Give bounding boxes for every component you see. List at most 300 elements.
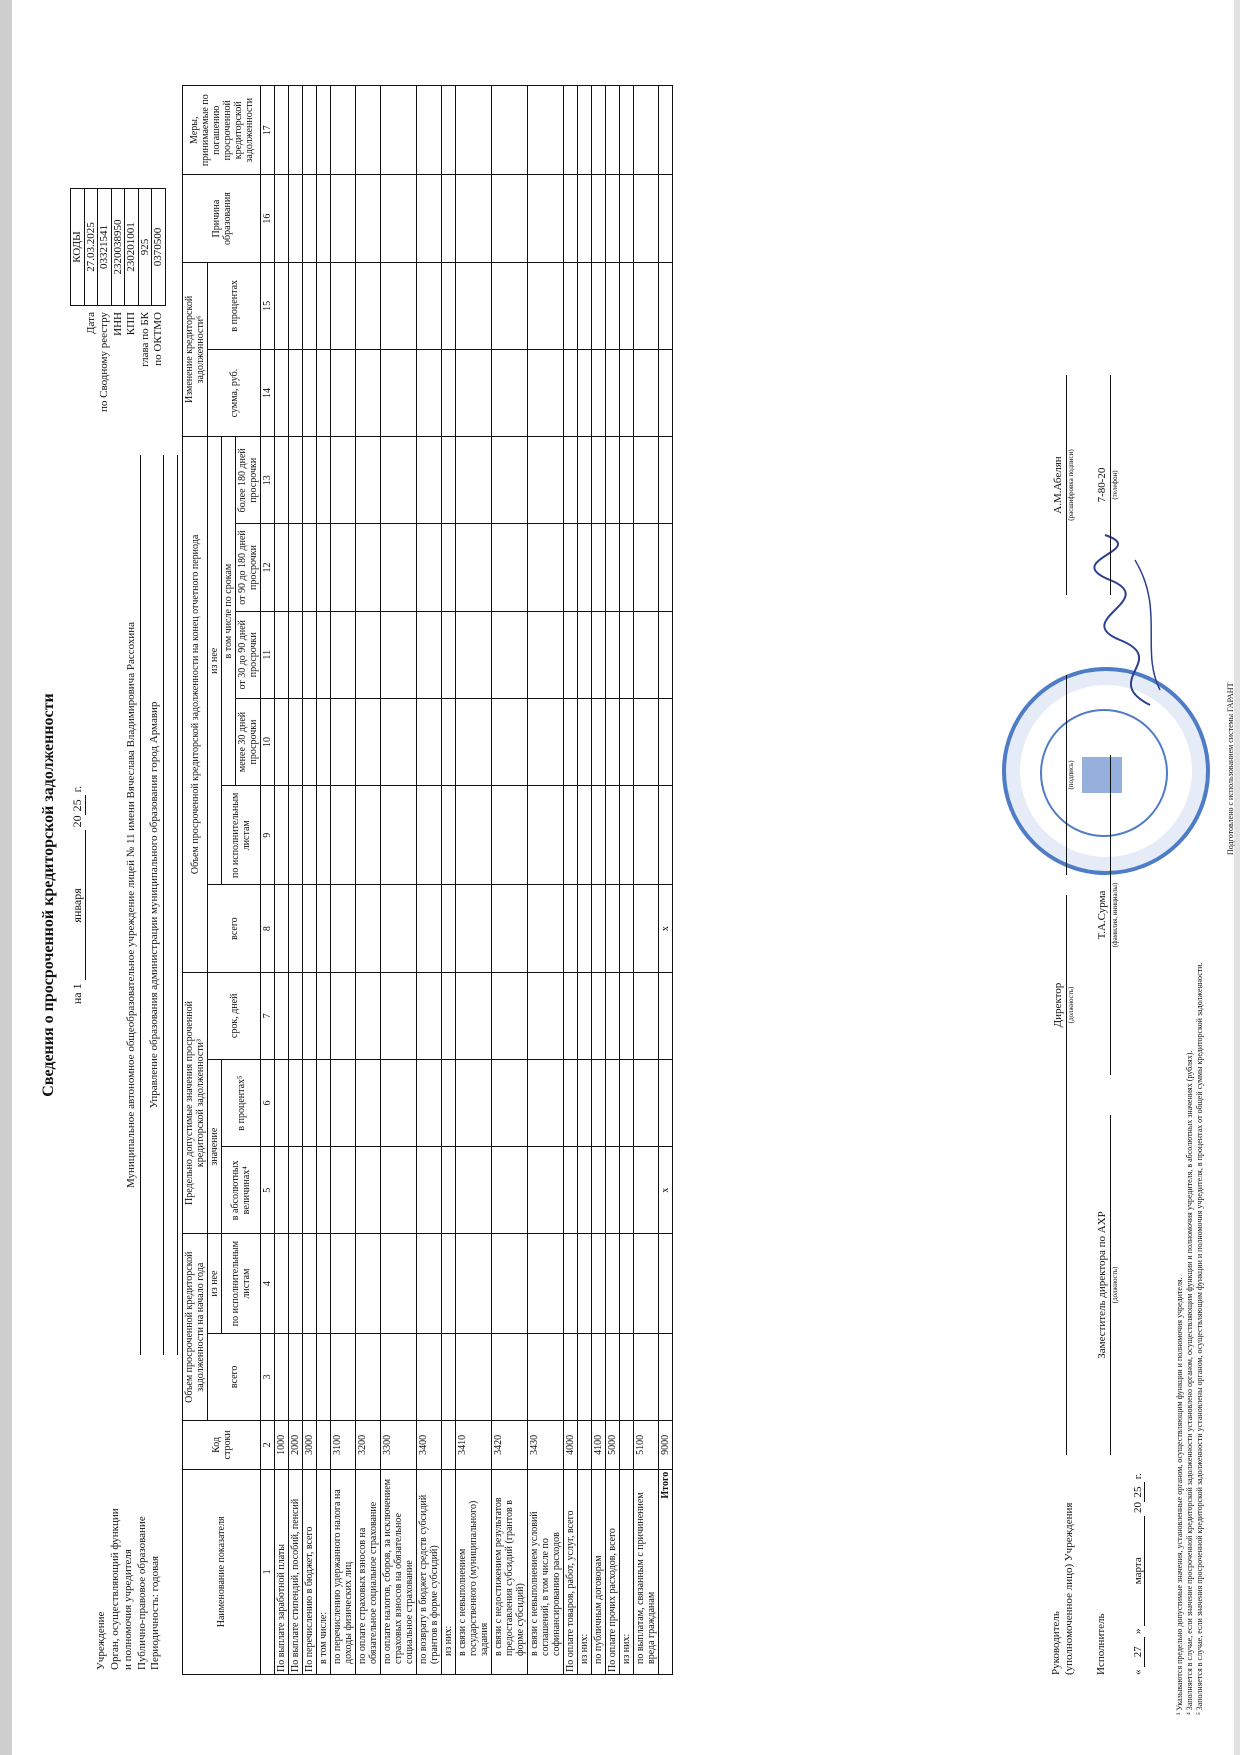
table-cell xyxy=(303,1147,317,1234)
table-cell xyxy=(331,1147,356,1234)
header-note: Подготовлено с использованием системы ГАРАНТ xyxy=(1226,682,1235,855)
table-cell xyxy=(592,262,606,349)
row-code: 3420 xyxy=(492,1420,528,1469)
row-name: в связи с невыполнением государственного (муниципального) задания xyxy=(456,1469,492,1674)
page-title: Сведения о просроченной кредиторской задолженности xyxy=(40,693,57,1097)
table-cell: x xyxy=(659,885,673,972)
table-cell xyxy=(492,1333,528,1420)
table-cell xyxy=(442,524,456,611)
row-name: в том числе: xyxy=(317,1469,331,1674)
column-number: 3 xyxy=(261,1333,275,1420)
table-cell xyxy=(381,1234,417,1333)
table-cell xyxy=(606,1333,620,1420)
table-cell xyxy=(578,262,592,349)
th-change: Изменение кредиторской задолженности⁶ xyxy=(183,262,208,436)
table-cell xyxy=(606,885,620,972)
table-cell xyxy=(456,175,492,262)
column-number: 17 xyxy=(261,86,275,175)
code-value: 03321541 xyxy=(98,189,112,306)
table-cell xyxy=(417,972,442,1059)
th-limit: Предельно допустимые значения просроченной кредиторской задолженности³ xyxy=(183,972,208,1234)
table-cell xyxy=(417,698,442,785)
table-cell xyxy=(331,1059,356,1146)
table-cell xyxy=(634,524,659,611)
table-cell xyxy=(564,1147,578,1234)
table-cell xyxy=(620,86,634,175)
row-name: по выплатам, связанным с причинением вреда гражданам xyxy=(634,1469,659,1674)
table-cell xyxy=(289,611,303,698)
row-code: 3100 xyxy=(331,1420,356,1469)
th-end-total: всего xyxy=(208,885,261,972)
table-cell xyxy=(592,611,606,698)
table-cell xyxy=(331,524,356,611)
table-cell xyxy=(578,786,592,885)
table-row xyxy=(528,86,564,1675)
table-cell xyxy=(289,349,303,436)
executor-position: Заместитель директора по АХР xyxy=(1096,1211,1108,1359)
row-code: 3000 xyxy=(303,1420,317,1469)
table-cell xyxy=(564,786,578,885)
table-cell xyxy=(620,262,634,349)
table-cell xyxy=(578,1234,592,1333)
table-cell xyxy=(564,1234,578,1333)
table-cell xyxy=(381,262,417,349)
table-cell xyxy=(606,524,620,611)
table-cell xyxy=(289,1234,303,1333)
caption-position: (должность) xyxy=(1110,1115,1119,1455)
table-cell xyxy=(592,349,606,436)
th-limit-days: срок, дней xyxy=(208,972,261,1059)
head-position: Директор xyxy=(1052,982,1064,1028)
table-row xyxy=(592,86,606,1675)
table-cell xyxy=(528,437,564,524)
table-cell xyxy=(356,1059,381,1146)
table-cell xyxy=(381,1059,417,1146)
executor-label: Исполнитель xyxy=(1095,1613,1107,1675)
table-row xyxy=(317,86,331,1675)
table-cell xyxy=(578,611,592,698)
row-code: 5100 xyxy=(634,1420,659,1469)
table-cell xyxy=(289,175,303,262)
table-cell xyxy=(289,972,303,1059)
row-name: по оплате налогов, сборов, за исключением страховых взносов на обязательное социальное страхование xyxy=(381,1469,417,1674)
table-cell xyxy=(578,437,592,524)
table-cell xyxy=(331,262,356,349)
table-cell xyxy=(592,885,606,972)
table-cell xyxy=(303,698,317,785)
th-terms: в том числе по срокам xyxy=(222,437,236,786)
table-cell xyxy=(381,86,417,175)
table-cell xyxy=(456,698,492,785)
table-cell xyxy=(492,175,528,262)
row-name: По оплате прочих расходов, всего xyxy=(606,1469,620,1674)
codes-header: КОДЫ xyxy=(71,189,85,306)
table-cell xyxy=(634,885,659,972)
table-cell xyxy=(634,786,659,885)
code-label: КПП xyxy=(125,312,138,336)
table-cell xyxy=(456,972,492,1059)
table-cell xyxy=(578,698,592,785)
table-row xyxy=(620,86,634,1675)
table-cell xyxy=(606,1147,620,1234)
table-cell xyxy=(578,1333,592,1420)
row-name: из них: xyxy=(578,1469,592,1674)
executor-phone: 7-80-20 xyxy=(1096,467,1108,503)
table-row xyxy=(275,86,289,1675)
table-cell xyxy=(492,1234,528,1333)
table-cell xyxy=(634,1333,659,1420)
table-cell xyxy=(275,437,289,524)
date-year: 25 xyxy=(70,795,86,815)
table-cell xyxy=(456,349,492,436)
th-begin-exec: по исполнительным листам xyxy=(222,1234,261,1333)
row-name: в связи с невыполнением условий соглашений, в том числе по софинансированию расходов xyxy=(528,1469,564,1674)
table-cell xyxy=(356,1333,381,1420)
table-cell xyxy=(331,1333,356,1420)
row-code: 3430 xyxy=(528,1420,564,1469)
table-cell xyxy=(620,1059,634,1146)
table-cell xyxy=(606,698,620,785)
total-row xyxy=(659,86,673,1675)
table-cell xyxy=(564,262,578,349)
table-cell xyxy=(442,86,456,175)
sign-date-month: марта xyxy=(1132,1516,1145,1626)
row-code: 3300 xyxy=(381,1420,417,1469)
column-number: 6 xyxy=(261,1059,275,1146)
table-cell xyxy=(442,698,456,785)
table-cell xyxy=(659,972,673,1059)
table-cell xyxy=(442,262,456,349)
table-cell xyxy=(492,1147,528,1234)
table-cell xyxy=(606,972,620,1059)
total-code: 9000 xyxy=(659,1420,673,1469)
row-code xyxy=(620,1420,634,1469)
table-cell xyxy=(634,698,659,785)
table-cell xyxy=(331,611,356,698)
row-code: 1000 xyxy=(275,1420,289,1469)
head-label-2: (уполномоченное лицо) Учреждения xyxy=(1063,1502,1075,1675)
table-cell xyxy=(331,885,356,972)
table-cell xyxy=(317,1059,331,1146)
table-cell xyxy=(417,349,442,436)
table-cell xyxy=(417,1147,442,1234)
table-cell xyxy=(564,1059,578,1146)
table-cell xyxy=(578,86,592,175)
code-label: ИНН xyxy=(111,312,124,336)
column-numbers-row xyxy=(261,86,275,1675)
label-organ: Орган, осуществляющий функции xyxy=(108,1508,121,1670)
table-cell xyxy=(606,437,620,524)
total-label: Итого xyxy=(659,1469,673,1674)
sign-date-day: 27 xyxy=(1132,1637,1145,1667)
date-quote-open: « xyxy=(1132,1669,1144,1675)
table-cell xyxy=(634,349,659,436)
table-cell xyxy=(659,786,673,885)
table-cell xyxy=(659,698,673,785)
table-cell xyxy=(634,262,659,349)
table-cell xyxy=(289,524,303,611)
row-name: По перечислению в бюджет, всего xyxy=(303,1469,317,1674)
th-term-1: менее 30 дней просрочки xyxy=(236,698,261,785)
table-cell xyxy=(659,175,673,262)
table-cell xyxy=(381,611,417,698)
sign-date-year-prefix: 20 xyxy=(1132,1502,1144,1513)
table-cell xyxy=(564,1333,578,1420)
table-row xyxy=(564,86,578,1675)
table-cell xyxy=(289,885,303,972)
row-code xyxy=(317,1420,331,1469)
table-cell xyxy=(528,786,564,885)
header-labels xyxy=(95,1508,163,1670)
table-cell xyxy=(528,262,564,349)
table-cell xyxy=(592,698,606,785)
table-cell xyxy=(606,86,620,175)
row-code: 3200 xyxy=(356,1420,381,1469)
table-cell xyxy=(564,698,578,785)
table-cell xyxy=(356,1234,381,1333)
column-number: 12 xyxy=(261,524,275,611)
table-cell xyxy=(381,175,417,262)
table-cell xyxy=(289,1333,303,1420)
table-cell xyxy=(634,611,659,698)
table-cell xyxy=(620,175,634,262)
code-value: 27.03.2025 xyxy=(84,189,98,306)
table-cell xyxy=(331,175,356,262)
column-number: 16 xyxy=(261,175,275,262)
table-row xyxy=(381,86,417,1675)
row-name: по публичным договорам xyxy=(592,1469,606,1674)
code-label: Дата xyxy=(84,312,97,334)
table-cell xyxy=(592,175,606,262)
th-term-2: от 30 до 90 дней просрочки xyxy=(236,611,261,698)
codes-block xyxy=(70,188,166,415)
table-cell xyxy=(492,262,528,349)
table-cell xyxy=(303,349,317,436)
table-cell xyxy=(331,698,356,785)
table-cell xyxy=(492,972,528,1059)
footnote: ⁵ Заполняется в случае, если значения просроченной кредиторской задолженности установлены органом, осуществляющим функции и полномочия учредителя, в процентах от общей суммы кредиторской задолженности. xyxy=(1195,962,1204,1715)
table-cell xyxy=(331,437,356,524)
table-cell xyxy=(356,611,381,698)
code-label: глава по БК xyxy=(138,312,151,367)
head-name: А.М.Абелян xyxy=(1052,456,1064,514)
table-cell xyxy=(634,972,659,1059)
table-cell xyxy=(528,524,564,611)
table-cell xyxy=(592,786,606,885)
table-cell xyxy=(275,1333,289,1420)
table-cell xyxy=(317,349,331,436)
table-cell xyxy=(417,1333,442,1420)
table-cell xyxy=(578,1059,592,1146)
table-cell xyxy=(492,86,528,175)
code-value: 230201001 xyxy=(125,189,139,306)
th-limit-pct: в процентах⁵ xyxy=(222,1059,261,1146)
table-cell xyxy=(317,885,331,972)
table-cell xyxy=(317,972,331,1059)
code-label: по Сводному реестру xyxy=(98,312,111,412)
table-cell xyxy=(620,885,634,972)
table-cell xyxy=(303,786,317,885)
row-name: в связи с недостижением результатов предоставления субсидий (грантов в форме субсидий) xyxy=(492,1469,528,1674)
table-cell xyxy=(564,437,578,524)
th-end-exec: по исполнительным листам xyxy=(222,786,261,885)
table-cell xyxy=(620,698,634,785)
row-code: 3410 xyxy=(456,1420,492,1469)
table-cell xyxy=(317,786,331,885)
table-cell xyxy=(606,1059,620,1146)
row-code: 2000 xyxy=(289,1420,303,1469)
table-cell xyxy=(606,786,620,885)
table-cell xyxy=(492,349,528,436)
table-cell xyxy=(492,698,528,785)
table-cell xyxy=(606,611,620,698)
table-cell xyxy=(381,885,417,972)
table-cell xyxy=(275,885,289,972)
row-name: По выплате заработной платы xyxy=(275,1469,289,1674)
signature-block xyxy=(1050,75,1160,1675)
sign-date-suffix: г. xyxy=(1132,1473,1144,1480)
th-begin-total: всего xyxy=(208,1333,261,1420)
table-cell xyxy=(317,698,331,785)
row-code xyxy=(442,1420,456,1469)
table-cell xyxy=(456,86,492,175)
table-cell xyxy=(620,611,634,698)
table-cell xyxy=(528,611,564,698)
table-cell xyxy=(417,1059,442,1146)
table-cell xyxy=(492,1059,528,1146)
table-cell xyxy=(564,611,578,698)
table-row xyxy=(492,86,528,1675)
table-cell xyxy=(356,437,381,524)
table-cell xyxy=(303,86,317,175)
column-number: 10 xyxy=(261,698,275,785)
table-cell xyxy=(528,349,564,436)
label-institution: Учреждение xyxy=(95,1611,107,1670)
table-cell xyxy=(356,972,381,1059)
table-cell xyxy=(620,1147,634,1234)
table-cell xyxy=(634,1147,659,1234)
row-name: По выплате стипендий, пособий, пенсий xyxy=(289,1469,303,1674)
table-cell xyxy=(659,1234,673,1333)
table-cell xyxy=(289,86,303,175)
organ-name: Управление образования администрации муниципального образования город Армавир xyxy=(148,701,160,1109)
row-name: По оплате товаров, работ, услуг, всего xyxy=(564,1469,578,1674)
table-cell xyxy=(331,972,356,1059)
table-row xyxy=(634,86,659,1675)
caption-fio: (фамилия, инициалы) xyxy=(1110,755,1119,1075)
table-cell xyxy=(381,1147,417,1234)
table-cell xyxy=(356,86,381,175)
divider xyxy=(140,455,141,1355)
table-row xyxy=(456,86,492,1675)
table-cell xyxy=(564,86,578,175)
table-cell xyxy=(659,1333,673,1420)
table-cell xyxy=(356,262,381,349)
table-cell xyxy=(417,262,442,349)
table-cell xyxy=(303,885,317,972)
table-cell xyxy=(442,885,456,972)
table-cell xyxy=(456,611,492,698)
table-cell xyxy=(620,524,634,611)
table-cell xyxy=(356,524,381,611)
sign-date xyxy=(1132,1473,1145,1675)
th-name: Наименование показателя xyxy=(183,1469,261,1674)
label-periodicity: Периодичность: годовая xyxy=(149,1555,161,1670)
th-begin: Объем просроченной кредиторской задолженности на начало года xyxy=(183,1234,208,1421)
column-number: 14 xyxy=(261,349,275,436)
table-cell xyxy=(331,786,356,885)
table-cell xyxy=(356,1147,381,1234)
table-cell xyxy=(417,786,442,885)
table-cell xyxy=(528,1333,564,1420)
table-cell xyxy=(381,698,417,785)
row-code: 3400 xyxy=(417,1420,442,1469)
table-cell xyxy=(442,972,456,1059)
th-change-pct: в процентах xyxy=(208,262,261,349)
table-cell xyxy=(528,972,564,1059)
date-prefix: на 1 xyxy=(70,983,84,1005)
row-code: 4100 xyxy=(592,1420,606,1469)
table-cell xyxy=(592,524,606,611)
code-value: 2320038950 xyxy=(111,189,125,306)
table-row xyxy=(578,86,592,1675)
arrears-table xyxy=(182,85,673,1675)
table-cell xyxy=(528,885,564,972)
table-cell xyxy=(634,437,659,524)
table-cell xyxy=(317,175,331,262)
row-name: из них: xyxy=(442,1469,456,1674)
table-cell xyxy=(659,437,673,524)
th-limit-value: значение xyxy=(208,1059,222,1233)
table-row xyxy=(606,86,620,1675)
row-name: по оплате страховых взносов на обязательное социальное страхование xyxy=(356,1469,381,1674)
table-cell xyxy=(275,1234,289,1333)
th-limit-abs: в абсолютных величинах⁴ xyxy=(222,1147,261,1234)
table-cell xyxy=(356,786,381,885)
table-cell xyxy=(592,972,606,1059)
table-row xyxy=(331,86,356,1675)
column-number: 4 xyxy=(261,1234,275,1333)
table-cell xyxy=(442,1234,456,1333)
th-end: Объем просроченной кредиторской задолженности на конец отчетного периода xyxy=(183,437,208,973)
row-code: 4000 xyxy=(564,1420,578,1469)
table-cell xyxy=(417,611,442,698)
column-number: 11 xyxy=(261,611,275,698)
table-cell xyxy=(303,175,317,262)
sign-date-year: 25 xyxy=(1132,1482,1145,1502)
table-cell xyxy=(289,786,303,885)
table-cell xyxy=(289,262,303,349)
table-cell xyxy=(317,524,331,611)
date-suffix: г. xyxy=(70,785,84,793)
footnote: ⁴ Заполняется в случае, если значение просроченной кредиторской задолженности установлено органом, осуществляющим функции и полномочия учредителя, в абсолютных значениях (рублях). xyxy=(1185,1050,1194,1715)
table-cell xyxy=(289,698,303,785)
column-number: 7 xyxy=(261,972,275,1059)
th-term-4: более 180 дней просрочки xyxy=(236,437,261,524)
table-cell xyxy=(275,972,289,1059)
table-cell xyxy=(659,611,673,698)
table-cell xyxy=(456,262,492,349)
row-name: по перечислению удержанного налога на доходы физических лиц xyxy=(331,1469,356,1674)
divider xyxy=(1066,1115,1067,1455)
th-begin-of: из нее xyxy=(208,1234,222,1333)
table-cell xyxy=(417,175,442,262)
table-cell xyxy=(417,885,442,972)
table-cell xyxy=(620,437,634,524)
table-cell xyxy=(578,1147,592,1234)
table-cell xyxy=(289,437,303,524)
row-name: по возврату в бюджет средств субсидий (грантов в форме субсидий) xyxy=(417,1469,442,1674)
